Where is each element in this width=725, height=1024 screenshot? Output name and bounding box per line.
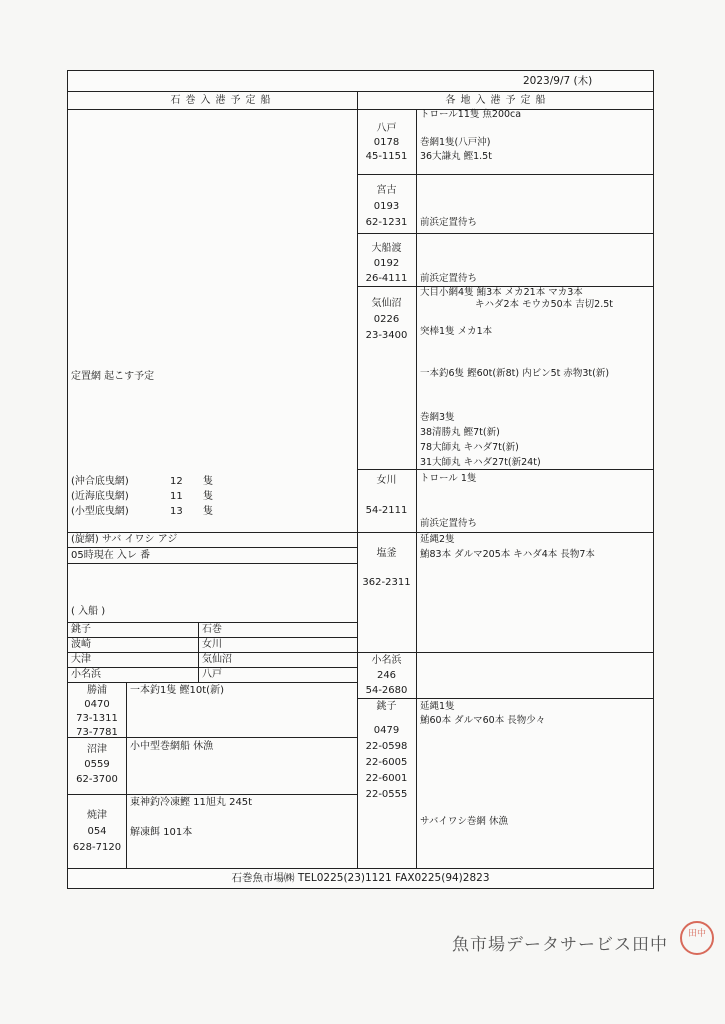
left-header: 石巻入港予定船 [170, 95, 276, 106]
katsuura-name: 勝浦 [87, 685, 107, 696]
miyako-tel-2: 62-1231 [365, 217, 408, 228]
katsuura-tel-2: 73-1311 [76, 713, 118, 724]
kesennuma-line-1: 大目小網4隻 鮪3本 メカ21本 マカ3本 [420, 287, 583, 298]
port-b-3: 気仙沼 [202, 654, 232, 665]
port-a-2: 波崎 [71, 639, 91, 650]
kesennuma-line-8: 31大師丸 キハダ27t(新24t) [420, 457, 541, 468]
kesennuma-tel-2: 23-3400 [365, 330, 408, 341]
onagawa-line-2: 前浜定置待ち [420, 518, 478, 529]
hachinohe-line-3: 36大謙丸 鰹1.5t [420, 151, 492, 162]
ofunato-name: 大船渡 [371, 243, 402, 254]
yaizu-tel-2: 628-7120 [72, 842, 122, 853]
onagawa-tel-1: 54-2111 [365, 505, 408, 516]
trawl-unit-2: 隻 [203, 491, 213, 502]
report-date: 2023/9/7 (木) [523, 75, 593, 87]
port-b-2: 女川 [202, 639, 222, 650]
kesennuma-line-7: 78大師丸 キハダ7t(新) [420, 442, 519, 453]
teichi-note: 定置網 起こす予定 [71, 371, 155, 382]
choshi-line-2: 鮪60本 ダルマ60本 長物少々 [420, 715, 546, 726]
hachinohe-line-2: 巻網1隻(八戸沖) [420, 137, 491, 148]
trawl-unit-3: 隻 [203, 506, 213, 517]
ofunato-tel-2: 26-4111 [365, 273, 408, 284]
yaizu-name: 焼津 [87, 810, 107, 821]
choshi-line-3: サバイワシ巻網 休漁 [420, 816, 508, 827]
kesennuma-tel-1: 0226 [373, 314, 400, 325]
choshi-line-1: 延縄1隻 [420, 701, 455, 712]
kesennuma-line-3: 突棒1隻 メカ1本 [420, 326, 493, 337]
trawl-count-3: 13 [170, 506, 183, 517]
port-b-1: 石巻 [202, 624, 222, 635]
yaizu-info-2: 解凍餌 101本 [130, 827, 193, 838]
trawl-label-1: (沖合底曳網) [71, 476, 129, 487]
katsuura-tel-3: 73-7781 [76, 727, 118, 738]
right-header: 各地入港予定船 [445, 95, 551, 106]
katsuura-tel-1: 0470 [84, 699, 110, 710]
numazu-name: 沼津 [87, 744, 107, 755]
hachinohe-line-1: トロール11隻 魚200ca [420, 109, 522, 120]
kesennuma-line-6: 38清勝丸 鰹7t(新) [420, 427, 500, 438]
shiogama-name: 塩釜 [376, 548, 397, 559]
trawl-count-1: 12 [170, 476, 183, 487]
miyako-name: 宮古 [376, 185, 397, 196]
onahama-tel-2: 54-2680 [365, 685, 408, 696]
numazu-tel-1: 0559 [84, 759, 110, 770]
choshi-tel-5: 22-0555 [365, 789, 408, 800]
kesennuma-line-2: キハダ2本 モウカ50本 吉切2.5t [475, 299, 614, 310]
hachinohe-tel-2: 45-1151 [365, 151, 408, 162]
numazu-tel-2: 62-3700 [76, 774, 118, 785]
miyako-line-1: 前浜定置待ち [420, 217, 478, 228]
port-a-1: 銚子 [71, 624, 91, 635]
shiogama-line-1: 延縄2隻 [420, 534, 455, 545]
report-sheet [67, 70, 654, 889]
ofunato-line-1: 前浜定置待ち [420, 273, 478, 284]
port-a-4: 小名浜 [71, 669, 101, 680]
trawl-label-3: (小型底曳網) [71, 506, 129, 517]
choshi-tel-4: 22-6001 [365, 773, 408, 784]
genzai-line: 05時現在 入レ 番 [71, 550, 151, 561]
onagawa-name: 女川 [376, 475, 397, 486]
hachinohe-name: 八戸 [376, 123, 397, 134]
choshi-tel-3: 22-6005 [365, 757, 408, 768]
makiami-line: (旋網) サバ イワシ アジ [71, 534, 178, 545]
seal-stamp: 田中 [680, 921, 714, 955]
footer-contact: 石巻魚市場㈱ TEL0225(23)1121 FAX0225(94)2823 [231, 872, 490, 884]
port-b-4: 八戸 [202, 669, 222, 680]
yaizu-tel-1: 054 [87, 826, 107, 837]
miyako-tel-1: 0193 [373, 201, 400, 212]
signature: 魚市場データサービス田中 [452, 935, 668, 955]
ofunato-tel-1: 0192 [373, 258, 400, 269]
shiogama-tel-1: 362-2311 [362, 577, 411, 588]
choshi-name: 銚子 [376, 701, 397, 712]
choshi-tel-2: 22-0598 [365, 741, 408, 752]
yaizu-info-1: 東神釣冷凍鰹 11旭丸 245t [130, 797, 253, 808]
nyusen-label: ( 入船 ) [71, 606, 106, 617]
port-a-3: 大津 [71, 654, 91, 665]
onahama-tel-1: 246 [376, 670, 397, 681]
kesennuma-name: 気仙沼 [371, 298, 402, 309]
choshi-tel-1: 0479 [373, 725, 400, 736]
onagawa-line-1: トロール 1隻 [420, 473, 477, 484]
shiogama-line-2: 鮪83本 ダルマ205本 キハダ4本 長物7本 [420, 549, 595, 560]
trawl-count-2: 11 [170, 491, 183, 502]
kesennuma-line-5: 巻網3隻 [420, 412, 455, 423]
hachinohe-tel-1: 0178 [373, 137, 400, 148]
onahama-name: 小名浜 [371, 655, 402, 666]
kesennuma-line-4: 一本釣6隻 鰹60t(新8t) 内ビン5t 赤物3t(新) [420, 368, 610, 379]
trawl-unit-1: 隻 [203, 476, 213, 487]
numazu-info: 小中型巻網船 休漁 [130, 741, 214, 752]
trawl-label-2: (近海底曳網) [71, 491, 129, 502]
katsuura-info: 一本釣1隻 鰹10t(新) [130, 685, 224, 696]
